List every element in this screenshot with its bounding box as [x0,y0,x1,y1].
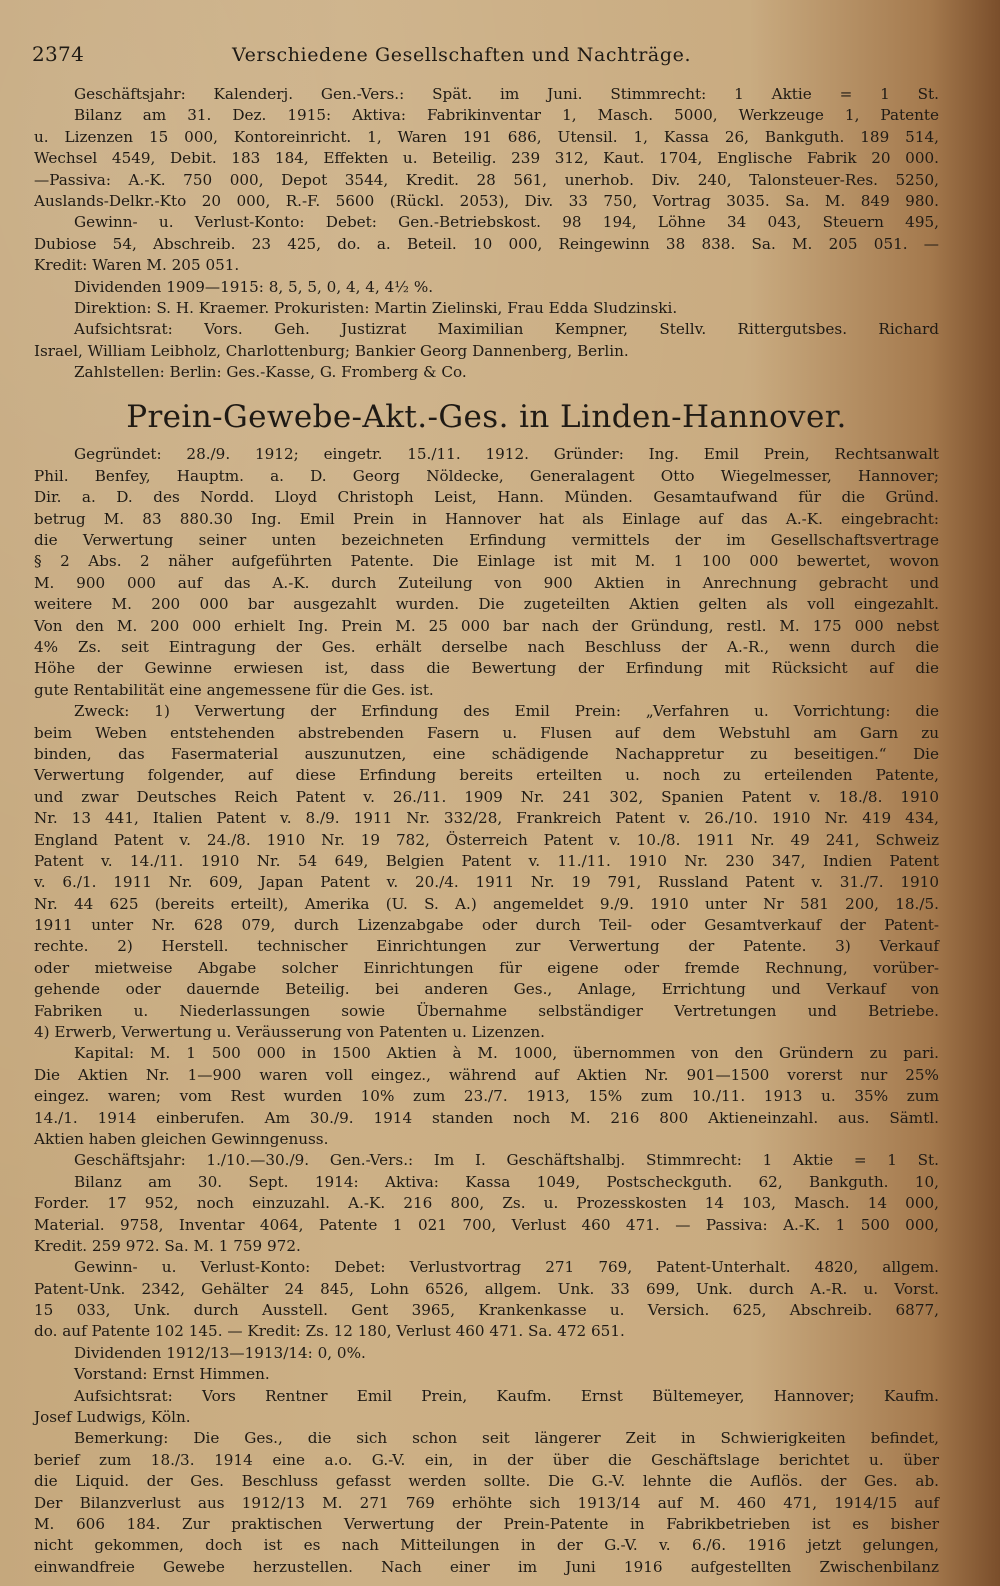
text-line: u. Lizenzen 15 000, Kontoreinricht. 1, Waren 191 686, Utensil. 1, Kassa 26, Bankguth. 189 514, [34,127,939,146]
text-line: Zahlstellen: Berlin: Ges.-Kasse, G. Fromberg & Co. [74,363,467,382]
text-line: die Verwertung seiner unten bezeichneten Erfindung vermittels der im Gesellschaftsvertrage [34,531,939,550]
text-line: gute Rentabilität eine angemessene für die Ges. ist. [34,680,434,699]
text-line: Dir. a. D. des Nordd. Lloyd Christoph Leist, Hann. Münden. Gesamtaufwand für die Gründ. [34,488,939,507]
text-line: eingez. waren; vom Rest wurden 10% zum 23./7. 1913, 15% zum 10./11. 1913 u. 35% zum [34,1087,939,1106]
text-line: Direktion: S. H. Kraemer. Prokuristen: Martin Zielinski, Frau Edda Sludzinski. [74,298,678,317]
text-line: v. 6./1. 1911 Nr. 609, Japan Patent v. 20./4. 1911 Nr. 19 791, Russland Patent v. 31./7. 1910 [34,873,939,892]
text-line: oder mietweise Abgabe solcher Einrichtungen für eigene oder fremde Rechnung, vorüber- [34,958,939,977]
text-line: Vorstand: Ernst Himmen. [74,1365,270,1384]
text-line: § 2 Abs. 2 näher aufgeführten Patente. Die Einlage ist mit M. 1 100 000 bewertet, wovon [34,552,939,571]
text-line: Material. 9758, Inventar 4064, Patente 1 021 700, Verlust 460 471. — Passiva: A.-K. 1 500 000, [34,1215,939,1234]
text-line: 4% Zs. seit Eintragung der Ges. erhält derselbe nach Beschluss der A.-R., wenn durch die [34,637,939,656]
text-line: Fabriken u. Niederlassungen sowie Übernahme selbständiger Vertretungen und Betriebe. [34,1001,939,1020]
text-line: Bilanz am 31. Dez. 1915: Aktiva: Fabrikinventar 1, Masch. 5000, Werkzeuge 1, Patente [74,106,939,125]
text-line: Nr. 13 441, Italien Patent v. 8./9. 1911 Nr. 332/28, Frankreich Patent v. 26./10. 1910 Nr. 419 434, [34,809,939,828]
text-line: Patent-Unk. 2342, Gehälter 24 845, Lohn 6526, allgem. Unk. 33 699, Unk. durch A.-R. u. Vorst. [34,1279,939,1298]
text-line: Dividenden 1912/13—1913/14: 0, 0%. [74,1343,366,1362]
text-line: Kredit: Waren M. 205 051. [34,256,240,275]
text-column [34,84,939,1578]
text-line: Von den M. 200 000 erhielt Ing. Prein M. 25 000 bar nach der Gründung, restl. M. 175 000 nebst [34,616,939,635]
text-line: einwandfreie Gewebe herzustellen. Nach einer im Juni 1916 aufgestellten Zwischenbilanz [34,1557,939,1576]
text-line: M. 900 000 auf das A.-K. durch Zuteilung von 900 Aktien in Anrechnung gebracht und [34,573,939,592]
text-line: Wechsel 4549, Debit. 183 184, Effekten u. Beteilig. 239 312, Kaut. 1704, Englische Fabrik 20 000. [34,149,939,168]
text-line: Israel, William Leibholz, Charlottenburg; Bankier Georg Dannenberg, Berlin. [34,341,629,360]
text-line: Forder. 17 952, noch einzuzahl. A.-K. 216 800, Zs. u. Prozesskosten 14 103, Masch. 14 000, [34,1194,939,1213]
page-number: 2374 [32,42,85,66]
text-line: berief zum 18./3. 1914 eine a.o. G.-V. ein, in der über die Geschäftslage berichtet u. über [34,1450,939,1469]
section-prein-gewebe [34,444,939,1578]
text-line: weitere M. 200 000 bar ausgezahlt wurden. Die zugeteilten Aktien gelten als voll eingezahlt. [34,595,939,614]
text-line: Zweck: 1) Verwertung der Erfindung des Emil Prein: „Verfahren u. Vorrichtung: die [74,702,939,721]
text-line: Dubiose 54, Abschreib. 23 425, do. a. Beteil. 10 000, Reingewinn 38 838. Sa. M. 205 051. — [34,234,939,253]
text-line: Die Aktien Nr. 1—900 waren voll eingez., während auf Aktien Nr. 901—1500 vorerst nur 25% [34,1065,939,1084]
text-line: Phil. Benfey, Hauptm. a. D. Georg Nöldecke, Generalagent Otto Wiegelmesser, Hannover; [34,466,939,485]
text-line: Der Bilanzverlust aus 1912/13 M. 271 769 erhöhte sich 1913/14 auf M. 460 471, 1914/15 auf [34,1493,939,1512]
text-line: betrug M. 83 880.30 Ing. Emil Prein in Hannover hat als Einlage auf das A.-K. eingebracht: [34,509,939,528]
text-line: beim Weben entstehenden abstrebenden Fasern u. Flusen auf dem Webstuhl am Garn zu [34,723,939,742]
text-line: Geschäftsjahr: 1./10.—30./9. Gen.-Vers.: Im I. Geschäftshalbj. Stimmrecht: 1 Aktie = 1 St. [74,1151,939,1170]
text-line: Nr. 44 625 (bereits erteilt), Amerika (U. S. A.) angemeldet 9./9. 1910 unter Nr 581 200, 18./5. [34,894,939,913]
text-line: binden, das Fasermaterial auszunutzen, eine schädigende Nachappretur zu beseitigen.“ Die [34,744,939,763]
text-line: und zwar Deutsches Reich Patent v. 26./11. 1909 Nr. 241 302, Spanien Patent v. 18./8. 1910 [34,787,939,806]
text-line: Gewinn- u. Verlust-Konto: Debet: Verlustvortrag 271 769, Patent-Unterhalt. 4820, allgem. [74,1258,939,1277]
company-heading: Prein-Gewebe-Akt.-Ges. in Linden-Hannover. [126,399,847,436]
text-line: Aufsichtsrat: Vors. Geh. Justizrat Maximilian Kempner, Stellv. Rittergutsbes. Richard [74,320,939,339]
text-line: rechte. 2) Herstell. technischer Einrichtungen zur Verwertung der Patente. 3) Verkauf [34,937,939,956]
text-line: Höhe der Gewinne erwiesen ist, dass die Bewertung der Erfindung mit Rücksicht auf die [34,659,939,678]
text-line: Bilanz am 30. Sept. 1914: Aktiva: Kassa 1049, Postscheckguth. 62, Bankguth. 10, [74,1172,939,1191]
text-line: Josef Ludwigs, Köln. [34,1408,191,1427]
text-line: Bemerkung: Die Ges., die sich schon seit längerer Zeit in Schwierigkeiten befindet, [74,1429,939,1448]
text-line: 4) Erwerb, Verwertung u. Veräusserung von Patenten u. Lizenzen. [34,1023,545,1042]
text-line: Auslands-Delkr.-Kto 20 000, R.-F. 5600 (Rückl. 2053), Div. 33 750, Vortrag 3035. Sa. M. 849 980. [34,191,939,210]
text-line: Verwertung folgender, auf diese Erfindung bereits erteilten u. noch zu erteilenden Patente, [34,766,939,785]
text-line: Geschäftsjahr: Kalenderj. Gen.-Vers.: Spät. im Juni. Stimmrecht: 1 Aktie = 1 St. [74,85,939,103]
text-line: Dividenden 1909—1915: 8, 5, 5, 0, 4, 4, 4½ %. [74,277,434,296]
section-previous-company [34,84,939,383]
running-title: Verschiedene Gesellschaften und Nachträge. [232,44,692,66]
text-line: M. 606 184. Zur praktischen Verwertung der Prein-Patente in Fabrikbetrieben ist es bisher [34,1515,939,1533]
text-line: gehende oder dauernde Beteilig. bei anderen Ges., Anlage, Errichtung und Verkauf von [34,980,939,999]
text-line: 1911 unter Nr. 628 079, durch Lizenzabgabe oder durch Teil- oder Gesamtverkauf der Patent- [34,916,939,935]
text-line: Gegründet: 28./9. 1912; eingetr. 15./11. 1912. Gründer: Ing. Emil Prein, Rechtsanwalt [74,445,939,464]
text-line: 14./1. 1914 einberufen. Am 30./9. 1914 standen noch M. 216 800 Aktieneinzahl. aus. Sämtl. [34,1108,939,1127]
text-line: 15 033, Unk. durch Ausstell. Gent 3965, Krankenkasse u. Versich. 625, Abschreib. 6877, [34,1301,939,1320]
text-line: Kredit. 259 972. Sa. M. 1 759 972. [34,1236,301,1255]
text-line: die Liquid. der Ges. Beschluss gefasst werden sollte. Die G.-V. lehnte die Auflös. der Ges. ab. [34,1472,939,1491]
text-line: Aufsichtsrat: Vors Rentner Emil Prein, Kaufm. Ernst Bültemeyer, Hannover; Kaufm. [74,1386,939,1405]
running-head [32,42,932,66]
text-line: do. auf Patente 102 145. — Kredit: Zs. 12 180, Verlust 460 471. Sa. 472 651. [34,1322,625,1341]
text-line: —Passiva: A.-K. 750 000, Depot 3544, Kredit. 28 561, unerhob. Div. 240, Talonsteuer-Res. 5250, [34,170,939,189]
text-line: England Patent v. 24./8. 1910 Nr. 19 782, Österreich Patent v. 10./8. 1911 Nr. 49 241, Schweiz [34,830,939,849]
text-line: Patent v. 14./11. 1910 Nr. 54 649, Belgien Patent v. 11./11. 1910 Nr. 230 347, Indien Patent [34,851,939,870]
text-line: Aktien haben gleichen Gewinngenuss. [34,1129,329,1148]
text-line: Gewinn- u. Verlust-Konto: Debet: Gen.-Betriebskost. 98 194, Löhne 34 043, Steuern 495, [74,213,939,232]
text-line: Kapital: M. 1 500 000 in 1500 Aktien à M. 1000, übernommen von den Gründern zu pari. [74,1044,939,1063]
text-line: nicht gekommen, doch ist es nach Mitteilungen in der G.-V. v. 6./6. 1916 jetzt gelungen, [34,1536,939,1555]
